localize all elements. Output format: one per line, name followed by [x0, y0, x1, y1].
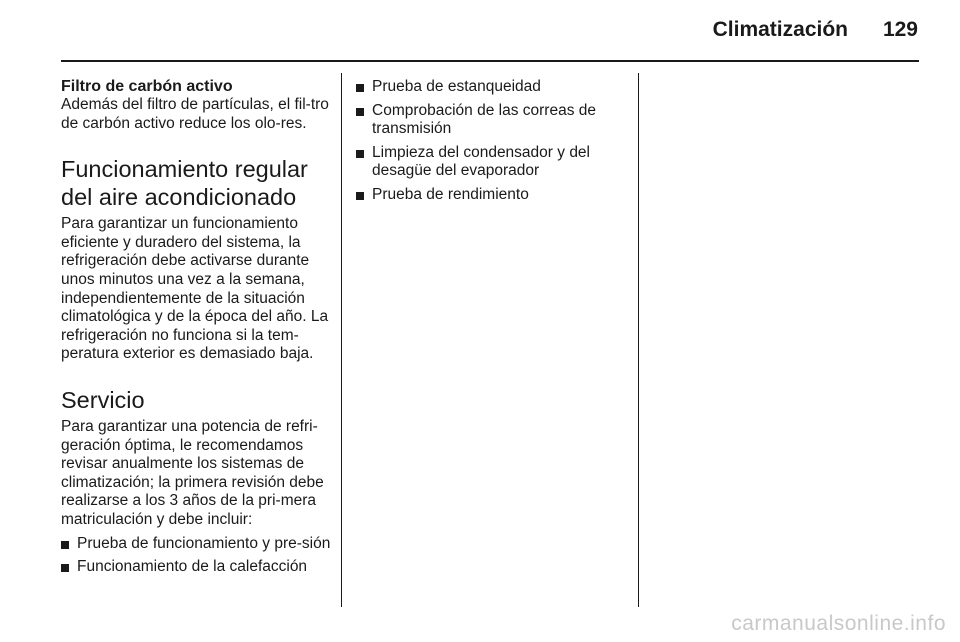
- left-column: [61, 78, 334, 577]
- list-item: Prueba de rendimiento: [356, 186, 624, 205]
- heading-line-2: del aire acondicionado: [61, 184, 297, 211]
- middle-column: [356, 78, 624, 205]
- list-item: Prueba de funcionamiento y pre-sión: [61, 535, 334, 554]
- page-number: 129: [882, 18, 918, 41]
- square-bullet-icon: [356, 150, 364, 158]
- page-header-title: Climatización: [712, 18, 848, 41]
- section-heading-carbon-filter: Filtro de carbón activo: [61, 78, 233, 95]
- list-item: Comprobación de las correas de transmisión: [356, 102, 624, 139]
- list-item: Limpieza del condensador y del desagüe del evaporador: [356, 144, 624, 181]
- watermark: carmanualsonline.info: [731, 612, 946, 635]
- square-bullet-icon: [356, 192, 364, 200]
- list-item: Funcionamiento de la calefacción: [61, 558, 334, 577]
- carbon-filter-paragraph: Además del filtro de partículas, el fil-tro de carbón activo reduce los olo-res.: [61, 96, 329, 132]
- section-heading-regular-operation: [61, 155, 334, 211]
- service-checklist-middle: [356, 78, 624, 205]
- square-bullet-icon: [356, 84, 364, 92]
- service-checklist-left: [61, 535, 334, 577]
- service-paragraph: Para garantizar una potencia de refri-geración óptima, le recomendamos revisar anualmente los sistemas de climatización; la primera revisión debe realizarse a los 3 años de la pri-mera matriculación y debe incluir:: [61, 417, 324, 528]
- column-divider-left: [341, 73, 342, 607]
- section-heading-service: Servicio: [61, 386, 145, 413]
- square-bullet-icon: [356, 108, 364, 116]
- list-item: Prueba de estanqueidad: [356, 78, 624, 97]
- header-divider: [61, 60, 919, 62]
- heading-line-1: Funcionamiento regular: [61, 156, 308, 183]
- column-divider-right: [638, 73, 639, 607]
- regular-operation-paragraph: Para garantizar un funcionamiento eficiente y duradero del sistema, la refrigeración debe activarse durante unos minutos una vez a la semana, independientemente de la situación climatológica y de la época del año. La refrigeración no funciona si la tem-peratura exterior es demasiado baja.: [61, 215, 329, 363]
- square-bullet-icon: [61, 541, 69, 549]
- square-bullet-icon: [61, 564, 69, 572]
